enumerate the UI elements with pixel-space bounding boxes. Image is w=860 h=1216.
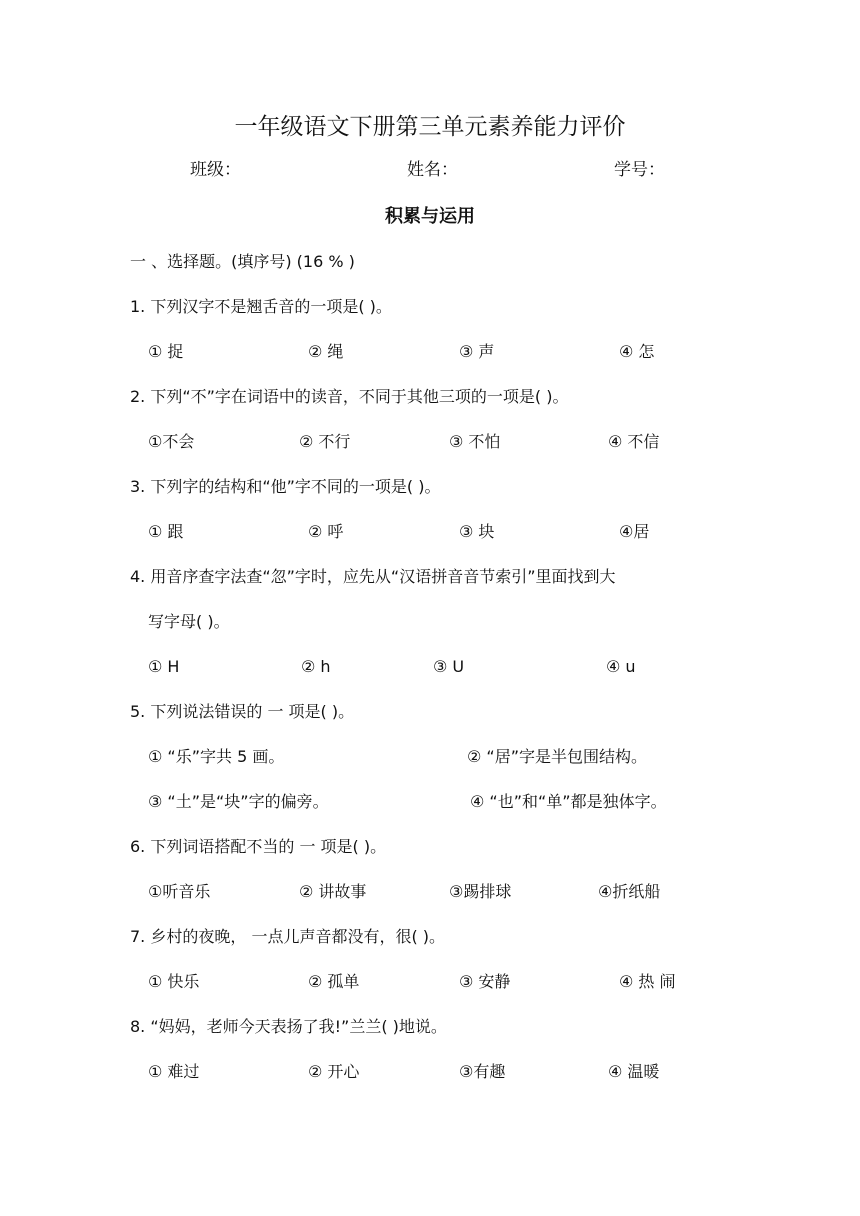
q2-option-2: ② 不行	[299, 432, 351, 451]
question-2: 2. 下列“不”字在词语中的读音，不同于其他三项的一项是( )。	[130, 387, 569, 406]
q4-option-4: ④ u	[606, 657, 636, 676]
q2-option-4: ④ 不信	[608, 432, 660, 451]
q8-option-4: ④ 温暖	[608, 1062, 660, 1081]
q4-option-1: ① H	[148, 657, 180, 676]
q1-option-2: ② 绳	[308, 342, 344, 361]
q7-option-1: ① 快乐	[148, 972, 200, 991]
q8-option-3: ③有趣	[459, 1062, 506, 1081]
q6-option-4: ④折纸船	[598, 882, 661, 901]
page-title: 一年级语文下册第三单元素养能力评价	[234, 114, 626, 140]
question-6: 6. 下列词语搭配不当的 一 项是( )。	[130, 837, 387, 856]
question-8: 8. “妈妈，老师今天表扬了我!”兰兰( )地说。	[130, 1017, 447, 1036]
student-id-label: 学号：	[614, 160, 665, 180]
q6-option-1: ①听音乐	[148, 882, 211, 901]
q2-option-1: ①不会	[148, 432, 195, 451]
question-4: 4. 用音序查字法查“忽”字时，应先从“汉语拼音音节索引”里面找到大	[130, 567, 616, 586]
q7-option-3: ③ 安静	[459, 972, 511, 991]
q8-option-2: ② 开心	[308, 1062, 360, 1081]
question-4-line-2: 写字母( )。	[148, 612, 230, 631]
q5-option-3: ③ “土”是“块”字的偏旁。	[148, 792, 329, 811]
part-title: 一 、选择题。(填序号) (16 % )	[130, 252, 355, 271]
q1-option-3: ③ 声	[459, 342, 495, 361]
question-5: 5. 下列说法错误的 一 项是( )。	[130, 702, 355, 721]
q5-option-1: ① “乐”字共 5 画。	[148, 747, 285, 766]
name-label: 姓名：	[407, 160, 458, 180]
question-7: 7. 乡村的夜晚， 一点儿声音都没有，很( )。	[130, 927, 446, 946]
q5-option-2: ② “居”字是半包围结构。	[467, 747, 648, 766]
class-label: 班级：	[190, 160, 241, 180]
q3-option-1: ① 跟	[148, 522, 184, 541]
q3-option-3: ③ 块	[459, 522, 495, 541]
q7-option-4: ④ 热 闹	[619, 972, 676, 991]
q3-option-2: ② 呼	[308, 522, 344, 541]
question-3: 3. 下列字的结构和“他”字不同的一项是( )。	[130, 477, 441, 496]
q4-option-2: ② h	[301, 657, 331, 676]
section-heading: 积累与运用	[385, 206, 475, 227]
q3-option-4: ④居	[619, 522, 650, 541]
q8-option-1: ① 难过	[148, 1062, 200, 1081]
q5-option-4: ④ “也”和“单”都是独体字。	[470, 792, 667, 811]
q7-option-2: ② 孤单	[308, 972, 360, 991]
q1-option-4: ④ 怎	[619, 342, 655, 361]
q2-option-3: ③ 不怕	[449, 432, 501, 451]
question-1: 1. 下列汉字不是翘舌音的一项是( )。	[130, 297, 392, 316]
q6-option-3: ③踢排球	[449, 882, 512, 901]
q6-option-2: ② 讲故事	[299, 882, 367, 901]
q1-option-1: ① 捉	[148, 342, 184, 361]
q4-option-3: ③ U	[433, 657, 465, 676]
